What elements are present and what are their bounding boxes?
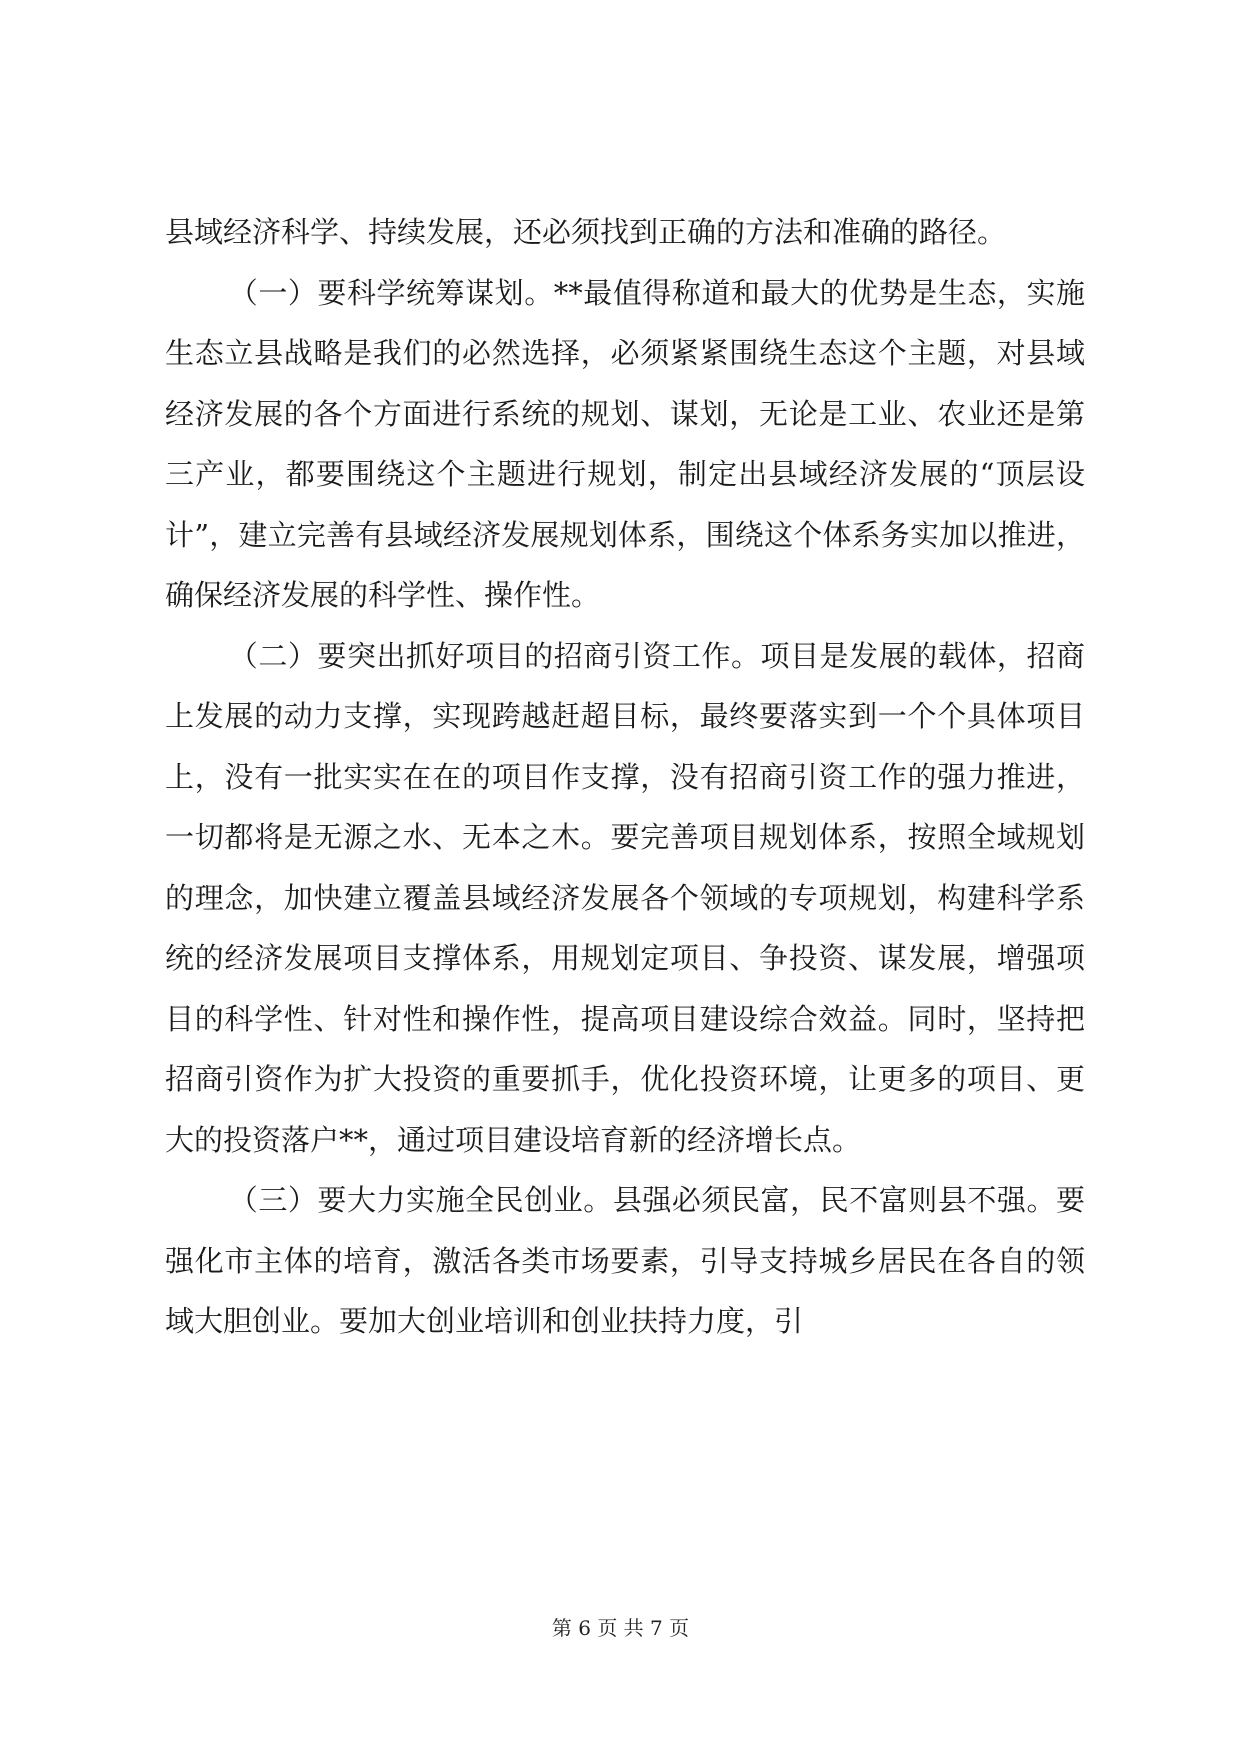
paragraph-section-3: （三）要大力实施全民创业。县强必须民富，民不富则县不强。要强化市主体的培育，激活各类市场要素，引导支持城乡居民在各自的领域大胆创业。要加大创业培训和创业扶持力度，引 [165, 1183, 1085, 1338]
paragraph-section-2: （二）要突出抓好项目的招商引资工作。项目是发展的载体，招商上发展的动力支撑，实现跨越赶超目标，最终要落实到一个个具体项目上，没有一批实实在在的项目作支撑，没有招商引资工作的强力推进，一切都将是无源之水、无本之木。要完善项目规划体系，按照全域规划的理念，加快建立覆盖县域经济发展各个领域的专项规划，构建科学系统的经济发展项目支撑体系，用规划定项目、争投资、谋发展，增强项目的科学性、针对性和操作性，提高项目建设综合效益。同时，坚持把招商引资作为扩大投资的重要抓手，优化投资环境，让更多的项目、更大的投资落户**，通过项目建设培育新的经济增长点。 [165, 638, 1085, 1157]
paragraph-intro-continuation: 县域经济科学、持续发展，还必须找到正确的方法和准确的路径。 [165, 215, 1007, 249]
paragraph-section-1: （一）要科学统筹谋划。**最值得称道和最大的优势是生态，实施生态立县战略是我们的必然选择，必须紧紧围绕生态这个主题，对县域经济发展的各个方面进行系统的规划、谋划，无论是工业、农业还是第三产业，都要围绕这个主题进行规划，制定出县域经济发展的“顶层设计”，建立完善有县域经济发展规划体系，围绕这个体系务实加以推进，确保经济发展的科学性、操作性。 [165, 275, 1085, 612]
document-body [165, 202, 1085, 1352]
page-number-footer: 第 6 页 共 7 页 [551, 1616, 690, 1640]
